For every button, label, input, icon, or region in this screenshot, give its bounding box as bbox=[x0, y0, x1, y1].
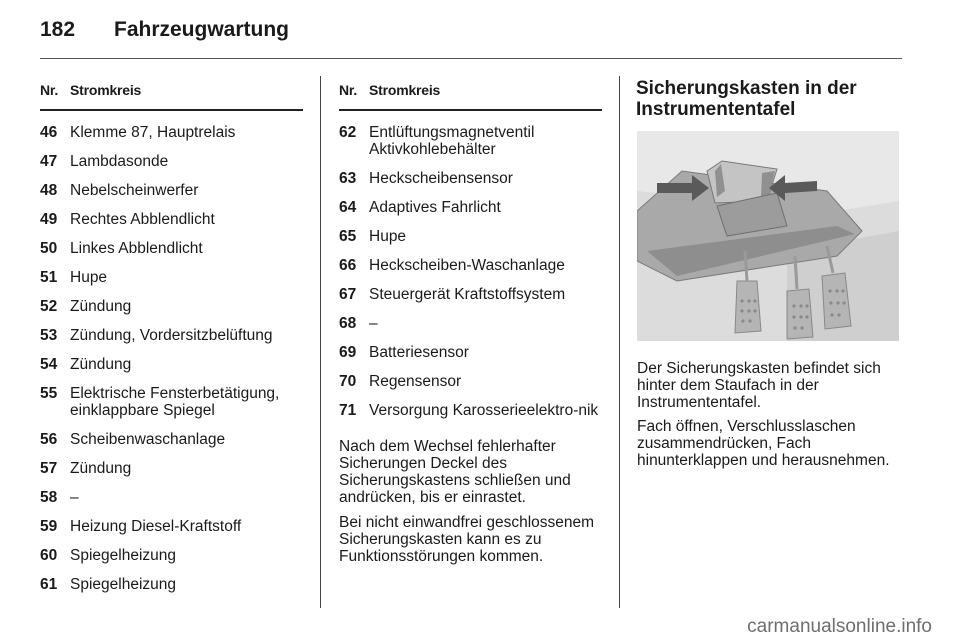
circuit-name: Hupe bbox=[369, 228, 407, 245]
circuit-name: Steuergerät Kraftstoffsystem bbox=[369, 286, 566, 303]
column-divider-right bbox=[619, 76, 620, 608]
fuse-number: 55 bbox=[40, 385, 58, 402]
circuit-name: Rechtes Abblendlicht bbox=[70, 211, 215, 228]
table-row bbox=[40, 547, 303, 564]
malfunction-paragraph: Bei nicht einwandfrei geschlossenem Sicherungskasten kann es zu Funktionsstörungen kommen. bbox=[339, 514, 595, 565]
table-row bbox=[339, 315, 602, 332]
fuse-cover-paragraph: Nach dem Wechsel fehlerhafter Sicherungen Deckel des Sicherungskastens schließen und andrücken, bis er einrastet. bbox=[339, 438, 571, 506]
fuse-number: 62 bbox=[339, 124, 357, 141]
fuse-number: 48 bbox=[40, 182, 58, 199]
table-row bbox=[40, 269, 303, 286]
table-row bbox=[339, 286, 602, 303]
circuit-name: Versorgung Karosserieelektro-nik bbox=[369, 402, 599, 419]
column-header-circuit: Stromkreis bbox=[70, 82, 142, 98]
fuse-number: 68 bbox=[339, 315, 357, 332]
circuit-name: Linkes Abblendlicht bbox=[70, 240, 203, 257]
table-row bbox=[40, 124, 303, 141]
circuit-name: Batteriesensor bbox=[369, 344, 469, 361]
circuit-name: Regensensor bbox=[369, 373, 462, 390]
fuse-number: 46 bbox=[40, 124, 58, 141]
fuse-number: 47 bbox=[40, 153, 58, 170]
table-row bbox=[40, 240, 303, 257]
fuse-number: 56 bbox=[40, 431, 58, 448]
table-row bbox=[40, 211, 303, 228]
circuit-name: Elektrische Fensterbetätigung, einklappbare Spiegel bbox=[70, 385, 280, 419]
fuse-number: 60 bbox=[40, 547, 58, 564]
fuse-number: 50 bbox=[40, 240, 58, 257]
table-row bbox=[339, 257, 602, 274]
table-row bbox=[339, 344, 602, 361]
table-header bbox=[40, 82, 303, 111]
table-row bbox=[339, 170, 602, 187]
table-row bbox=[40, 356, 303, 373]
fuse-number: 49 bbox=[40, 211, 58, 228]
table-row bbox=[40, 431, 303, 448]
fuse-number: 66 bbox=[339, 257, 357, 274]
fuse-number: 63 bbox=[339, 170, 357, 187]
removal-instructions-paragraph: Fach öffnen, Verschlusslaschen zusammendrücken, Fach hinunterklappen und herausnehmen. bbox=[637, 418, 890, 469]
table-row bbox=[40, 489, 303, 506]
circuit-name: Entlüftungsmagnetventil Aktivkohlebehälter bbox=[369, 124, 535, 158]
table-row bbox=[40, 518, 303, 535]
fuse-number: 71 bbox=[339, 402, 357, 419]
circuit-name: Nebelscheinwerfer bbox=[70, 182, 199, 199]
circuit-name: Zündung bbox=[70, 460, 132, 477]
column-header-circuit: Stromkreis bbox=[369, 82, 441, 98]
table-row bbox=[339, 199, 602, 216]
fuse-number: 70 bbox=[339, 373, 357, 390]
fuse-number: 58 bbox=[40, 489, 58, 506]
column-header-nr: Nr. bbox=[339, 82, 358, 98]
fuse-number: 54 bbox=[40, 356, 58, 373]
circuit-name: Lambdasonde bbox=[70, 153, 169, 170]
fuse-number: 67 bbox=[339, 286, 357, 303]
fuse-number: 65 bbox=[339, 228, 357, 245]
circuit-name: Scheibenwaschanlage bbox=[70, 431, 226, 448]
fuse-number: 69 bbox=[339, 344, 357, 361]
fuse-number: 57 bbox=[40, 460, 58, 477]
header-rule bbox=[40, 58, 902, 59]
fuse-table-left bbox=[40, 82, 303, 593]
table-row bbox=[339, 402, 602, 419]
table-row bbox=[40, 460, 303, 477]
fuse-number: 51 bbox=[40, 269, 58, 286]
fuse-box-illustration bbox=[637, 131, 899, 341]
table-row bbox=[40, 385, 303, 419]
circuit-name: Heckscheibensensor bbox=[369, 170, 513, 187]
circuit-name: – bbox=[70, 489, 79, 506]
circuit-name: Zündung, Vordersitzbelüftung bbox=[70, 327, 273, 344]
circuit-name: Heckscheiben-Waschanlage bbox=[369, 257, 565, 274]
fuse-number: 61 bbox=[40, 576, 58, 593]
circuit-name: Spiegelheizung bbox=[70, 547, 177, 564]
column-header-nr: Nr. bbox=[40, 82, 59, 98]
circuit-name: Spiegelheizung bbox=[70, 576, 177, 593]
circuit-name: – bbox=[369, 315, 378, 332]
fuse-number: 53 bbox=[40, 327, 58, 344]
table-row bbox=[40, 153, 303, 170]
table-row bbox=[40, 576, 303, 593]
page-header bbox=[40, 18, 910, 48]
circuit-name: Klemme 87, Hauptrelais bbox=[70, 124, 236, 141]
table-row bbox=[40, 327, 303, 344]
watermark: carmanualsonline.info bbox=[747, 616, 932, 637]
page-title: Fahrzeugwartung bbox=[114, 18, 290, 41]
page-number: 182 bbox=[40, 18, 76, 41]
fuse-number: 64 bbox=[339, 199, 357, 216]
table-row bbox=[40, 182, 303, 199]
column-divider-left bbox=[320, 76, 321, 608]
fuse-number: 59 bbox=[40, 518, 58, 535]
table-row bbox=[339, 124, 602, 158]
circuit-name: Heizung Diesel-Kraftstoff bbox=[70, 518, 242, 535]
circuit-name: Zündung bbox=[70, 298, 132, 315]
circuit-name: Adaptives Fahrlicht bbox=[369, 199, 501, 216]
table-header bbox=[339, 82, 602, 111]
table-row bbox=[339, 228, 602, 245]
circuit-name: Zündung bbox=[70, 356, 132, 373]
circuit-name: Hupe bbox=[70, 269, 108, 286]
fuse-number: 52 bbox=[40, 298, 58, 315]
section-heading: Sicherungskasten in der Instrumententafel bbox=[636, 78, 857, 120]
fuse-box-location-paragraph: Der Sicherungskasten befindet sich hinter dem Staufach in der Instrumententafel. bbox=[637, 360, 881, 411]
table-row bbox=[339, 373, 602, 390]
table-row bbox=[40, 298, 303, 315]
fuse-table-middle bbox=[339, 82, 602, 419]
